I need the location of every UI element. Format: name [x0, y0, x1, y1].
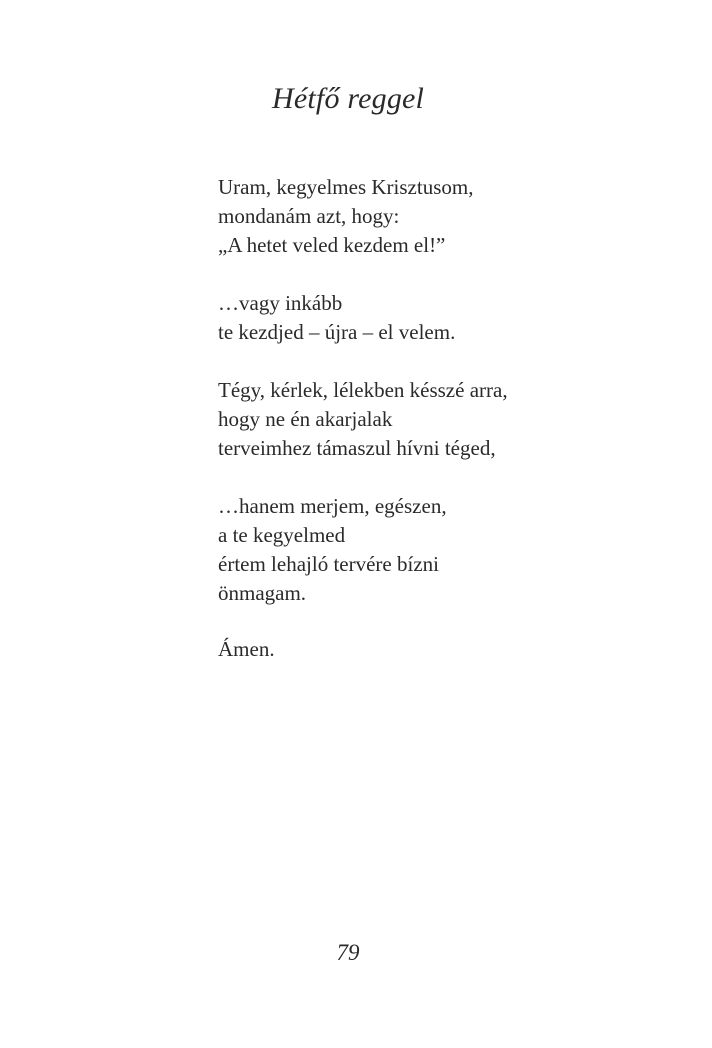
stanza-1: [218, 173, 658, 260]
poem-line: …hanem merjem, egészen,: [218, 494, 447, 518]
stanza-3: [218, 376, 658, 463]
stanza-2: [218, 289, 658, 347]
page-number: [0, 940, 712, 966]
poem-line: a te kegyelmed: [218, 523, 346, 547]
poem-line: önmagam.: [218, 581, 307, 605]
poem-line: te kezdjed – újra – el velem.: [218, 320, 456, 344]
poem-line: Tégy, kérlek, lélekben késszé arra,: [218, 378, 508, 402]
poem-body: [218, 173, 658, 664]
page-number-text: 79: [336, 940, 360, 965]
poem-line: …vagy inkább: [218, 291, 343, 315]
poem-line: terveimhez támaszul hívni téged,: [218, 436, 496, 460]
poem-line: értem lehajló tervére bízni: [218, 552, 439, 576]
poem-line: „A hetet veled kezdem el!”: [218, 233, 446, 257]
stanza-4: [218, 492, 658, 608]
poem-line: hogy ne én akarjalak: [218, 407, 393, 431]
poem-line: mondanám azt, hogy:: [218, 204, 400, 228]
poem-line: Ámen.: [218, 637, 275, 661]
stanza-5: [218, 635, 658, 664]
poem-title: Hétfő reggel: [272, 82, 425, 115]
poem-line: Uram, kegyelmes Krisztusom,: [218, 175, 474, 199]
